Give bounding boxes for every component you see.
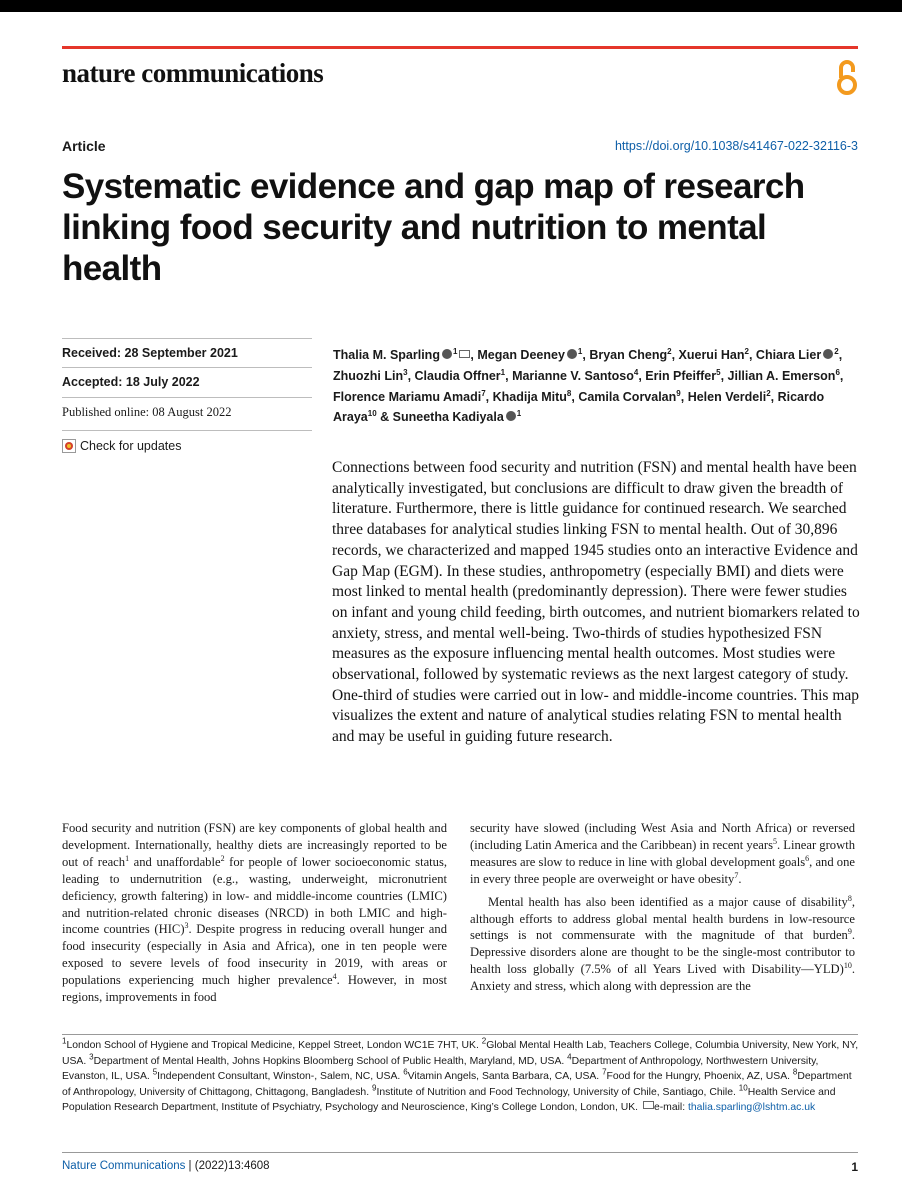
author[interactable]: Helen Verdeli [687, 389, 767, 404]
reference-link[interactable]: 4 [332, 971, 337, 981]
author[interactable]: Megan Deeney [477, 348, 565, 362]
author[interactable]: Jillian A. Emerson [727, 368, 836, 383]
author[interactable]: Xuerui Han [678, 348, 745, 362]
reference-link[interactable]: 1 [125, 853, 130, 863]
author[interactable]: Erin Pfeiffer [645, 368, 717, 383]
meta-divider [62, 367, 312, 368]
published-date: Published online: 08 August 2022 [62, 405, 232, 419]
orcid-icon[interactable] [823, 349, 833, 359]
author[interactable]: Bryan Cheng [589, 348, 668, 362]
crossmark-icon [62, 439, 76, 453]
reference-link[interactable]: 9 [847, 927, 852, 937]
body-paragraph: security have slowed (including West Asia and North Africa) or reversed (including Latin America and the Caribbean) in recent years$^5$. Linear growth measures are slow to reduce in line with global development goals$^6$, and one in every three people are overweight or have obesity$^7$. [470, 821, 855, 886]
corresponding-email-link[interactable]: thalia.sparling@lshtm.ac.uk [688, 1102, 816, 1114]
orcid-icon[interactable] [442, 349, 452, 359]
author[interactable]: Thalia M. Sparling [333, 348, 440, 362]
meta-divider [62, 397, 312, 398]
body-paragraph: Food security and nutrition (FSN) are key components of global health and development. Internationally, healthy diets are increasingly reported to be out of reach$^1$ and unaffordable$^2$ for people of lower socioeconomic status, leading to undernutrition (e.g., wasting, underweight, micronutrient deficiency, growth faltering) in low- and middle-income countries (LMIC) and nutrition-related chronic diseases (NRCD) in both LMIC and high-income countries (HIC)$^3$. Despite progress in reducing overall hunger and food insecurity (especially in Asia and Africa), one in ten people were exposed to severe levels of food insecurity in 2019, with areas or populations experiencing much higher prevalence$^4$. However, in most regions, improvements in food [62, 821, 448, 1005]
check-for-updates-button[interactable] [62, 439, 181, 453]
reference-link[interactable]: 8 [847, 893, 852, 903]
doi-link[interactable]: https://doi.org/10.1038/s41467-022-32116-3 [614, 139, 858, 153]
author[interactable]: Claudia Offner [414, 368, 501, 383]
footer-journal-link[interactable]: Nature Communications [62, 1160, 186, 1172]
received-date: Received: 28 September 2021 [62, 346, 238, 360]
accepted-date: Accepted: 18 July 2022 [62, 375, 200, 389]
body-paragraph: Mental health has also been identified as a major cause of disability$^8$, although efforts to address global mental health burdens in low-resource settings is not commensurate with the magnitude of that burden$^9$. Depressive disorders alone are thought to be the single-most contributor to health loss globally (7.5% of all Years Lived with Disability—YLD)$^{10}$. Anxiety and stress, which along with depression are the [470, 893, 855, 994]
reference-link[interactable]: 7 [734, 870, 739, 880]
author[interactable]: Chiara Lier [755, 348, 822, 362]
author[interactable]: Marianne V. Santoso [512, 368, 634, 383]
email-icon[interactable] [459, 350, 470, 358]
body-column-right [470, 820, 855, 995]
footer-divider [62, 1152, 858, 1153]
meta-divider [62, 430, 312, 431]
affiliations: $^1$London School of Hygiene and Tropical Medicine, Keppel Street, London WC1E 7HT, UK. $^2$Global Mental Health Lab, Teachers College, Columbia University, New York, NY, USA. $^3$Department of Mental Health, Johns Hopkins Bloomberg School of Public Health, Maryland, MD, USA. $^4$Department of Anthropology, Northwestern University, Evanston, IL, USA. $^5$Independent Consultant, Winston-, Salem, NC, USA. $^6$Vitamin Angels, Santa Barbara, CA, USA. $^7$Food for the Hungry, Phoenix, AZ, USA. $^8$Department of Anthropology, University of Chittagong, Chittagong, Bangladesh. $^9$Institute of Nutrition and Food Technology, University of Chile, Santiago, Chile. $^{10}$Health Service and Population Research Department, Institute of Psychiatry, Psychology and Neuroscience, King’s College London, London, UK. e-mail: thalia.sparling@lshtm.ac.uk [62, 1036, 859, 1114]
email-icon [643, 1101, 654, 1109]
meta-divider [62, 338, 312, 339]
page-number: 1 [851, 1160, 858, 1174]
top-black-bar [0, 0, 902, 12]
reference-link[interactable]: 10 [843, 961, 852, 971]
reference-link[interactable]: 2 [220, 853, 225, 863]
reference-link[interactable]: 5 [772, 836, 777, 846]
abstract: Connections between food security and nutrition (FSN) and mental health have been analytically investigated, but conclusions are difficult to draw given the breadth of literature. Furthermore, there is little guidance for continued research. We searched three databases for analytical studies linking FSN to mental health. Out of 30,896 records, we characterized and mapped 1945 studies onto an interactive Evidence and Gap Map (EGM). In these studies, anthropometry (especially BMI) and diets were most linked to mental health (predominantly depression). There were fewer studies on infant and young child feeding, birth outcomes, and nutrient biomarkers related to anxiety, stress, and mental well-being. Two-thirds of studies hypothesized FSN measures as the exposure influencing mental health outcomes. Most studies were observational, followed by systematic reviews as the next largest category of study. One-third of studies were carried out in low- and middle-income countries. This map visualizes the extent and nature of analytical studies relating FSN to mental health and may be useful in guiding future research. [332, 459, 860, 746]
author-list: Thalia M. Sparling $^1$ , Megan Deeney $^1$, Bryan Cheng$^2$, Xuerui Han$^2$, Chiara Lier $^2$, Zhuozhi Lin$^3$, Claudia Offner$^1$, Marianne V. Santoso$^4$, Erin Pfeiffer$^5$, Jillian A. Emerson$^6$, Florence Mariamu Amadi$^7$, Khadija Mitu$^8$, Camila Corvalan$^9$, Helen Verdeli$^2$, Ricardo Araya$^{10}$ & Suneetha Kadiyala $^1$ [333, 346, 844, 425]
footer-citation: Nature Communications | (2022)13:4608 [62, 1160, 270, 1172]
author[interactable]: Camila Corvalan [578, 389, 677, 404]
author[interactable]: Suneetha Kadiyala [392, 410, 504, 425]
author[interactable]: Ricardo Araya [333, 389, 825, 425]
header-red-rule [62, 46, 858, 49]
body-column-left [62, 820, 447, 1006]
check-for-updates-label: Check for updates [80, 439, 182, 453]
affiliations-divider [62, 1034, 858, 1035]
article-title: Systematic evidence and gap map of research linking food security and nutrition to mental health [62, 167, 805, 288]
author[interactable]: Florence Mariamu Amadi [333, 389, 482, 404]
author[interactable]: Khadija Mitu [492, 389, 567, 404]
journal-name: nature communications [62, 58, 324, 88]
author[interactable]: Zhuozhi Lin [333, 368, 404, 383]
reference-link[interactable]: 3 [184, 921, 189, 931]
open-access-icon [836, 58, 858, 98]
reference-link[interactable]: 6 [805, 853, 810, 863]
orcid-icon[interactable] [567, 349, 577, 359]
orcid-icon[interactable] [506, 411, 516, 421]
article-type: Article [62, 138, 106, 154]
